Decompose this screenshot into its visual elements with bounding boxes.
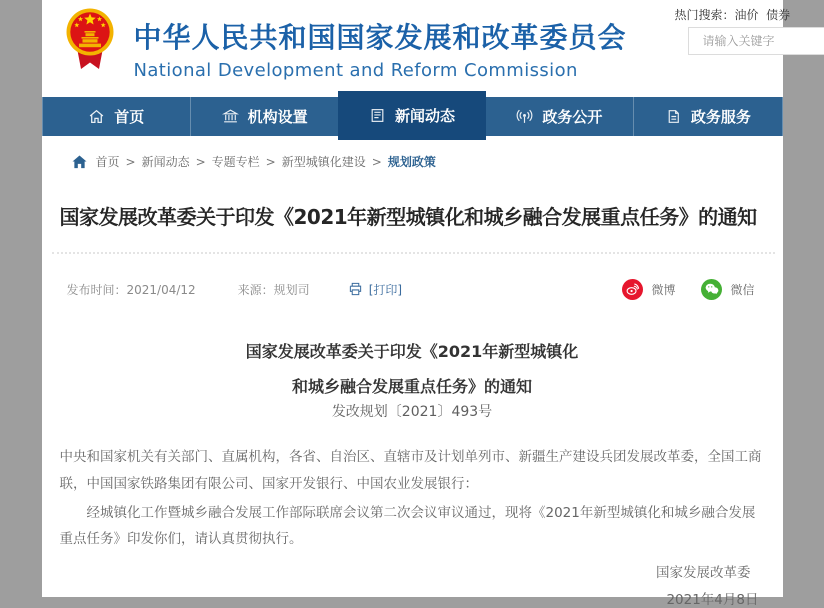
breadcrumb-item-special-topics[interactable]: 专题专栏 — [212, 153, 260, 170]
breadcrumb-separator: > — [196, 155, 206, 169]
breadcrumb-item-home[interactable]: 首页 — [96, 153, 120, 170]
national-emblem-logo — [66, 6, 114, 76]
weibo-label: 微博 — [651, 281, 675, 298]
home-icon — [88, 108, 105, 125]
share-buttons — [622, 279, 754, 300]
dotted-divider — [52, 252, 775, 254]
main-nav — [42, 97, 783, 136]
document-signature: 国家发展改革委 — [60, 565, 765, 581]
nav-item-gov-disclosure[interactable] — [486, 97, 633, 136]
search-box — [688, 27, 824, 55]
nav-item-news[interactable] — [338, 91, 485, 140]
breadcrumb — [72, 153, 436, 170]
broadcast-icon — [516, 108, 533, 125]
publish-time: 发布时间：2021/04/12 — [67, 281, 196, 298]
nav-item-gov-services[interactable] — [633, 97, 782, 136]
search-input[interactable] — [689, 28, 824, 54]
printer-icon — [348, 282, 363, 296]
hot-search-text: 热门搜索：油价 债券 — [675, 6, 791, 23]
article-body — [60, 444, 765, 608]
paragraph-main: 经城镇化工作暨城乡融合发展工作部际联席会议第二次会议审议通过，现将《2021年新型城镇化和城乡融合发展重点任务》印发你们，请认真贯彻执行。 — [60, 500, 765, 552]
wechat-label: 微信 — [730, 281, 754, 298]
site-title-english: National Development and Reform Commission — [134, 60, 627, 81]
wechat-share-button[interactable] — [701, 279, 722, 300]
nav-item-label: 政务服务 — [691, 106, 751, 127]
nav-item-label: 首页 — [114, 106, 144, 127]
nav-item-home[interactable] — [42, 97, 190, 136]
document-date: 2021年4月8日 — [60, 592, 765, 608]
breadcrumb-separator: > — [126, 155, 136, 169]
nav-item-label: 机构设置 — [248, 106, 308, 127]
breadcrumb-item-news[interactable]: 新闻动态 — [142, 153, 190, 170]
wechat-icon — [705, 283, 719, 295]
print-button[interactable] — [348, 281, 402, 298]
document-title — [42, 334, 783, 404]
news-icon — [369, 107, 386, 124]
document-number: 发改规划〔2021〕493号 — [42, 401, 783, 421]
page — [42, 0, 783, 597]
breadcrumb-item-urbanization[interactable]: 新型城镇化建设 — [282, 153, 366, 170]
breadcrumb-separator: > — [266, 155, 276, 169]
weibo-share-button[interactable] — [622, 279, 643, 300]
breadcrumb-home-icon — [72, 155, 87, 169]
article-source: 来源：规划司 — [238, 281, 310, 298]
article-meta-row — [67, 277, 755, 301]
print-label: [打印] — [369, 281, 402, 298]
nav-item-label: 新闻动态 — [395, 105, 455, 126]
site-title-block — [134, 16, 627, 81]
document-icon — [665, 108, 682, 125]
document-title-line1: 国家发展改革委关于印发《2021年新型城镇化 — [42, 334, 783, 369]
weibo-icon — [626, 283, 639, 296]
nav-item-label: 政务公开 — [542, 106, 602, 127]
site-title-chinese: 中华人民共和国国家发展和改革委员会 — [134, 16, 627, 56]
breadcrumb-item-planning-policy[interactable]: 规划政策 — [388, 153, 436, 170]
institution-icon — [222, 108, 239, 125]
breadcrumb-separator: > — [372, 155, 382, 169]
nav-item-organization[interactable] — [190, 97, 338, 136]
page-title: 国家发展改革委关于印发《2021年新型城镇化和城乡融合发展重点任务》的通知 — [60, 201, 769, 230]
site-header — [42, 0, 783, 97]
document-title-line2: 和城乡融合发展重点任务》的通知 — [42, 369, 783, 404]
paragraph-addressees: 中央和国家机关有关部门、直属机构，各省、自治区、直辖市及计划单列市、新疆生产建设兵团发展改革委，全国工商联，中国国家铁路集团有限公司、国家开发银行、中国农业发展银行： — [60, 444, 765, 498]
